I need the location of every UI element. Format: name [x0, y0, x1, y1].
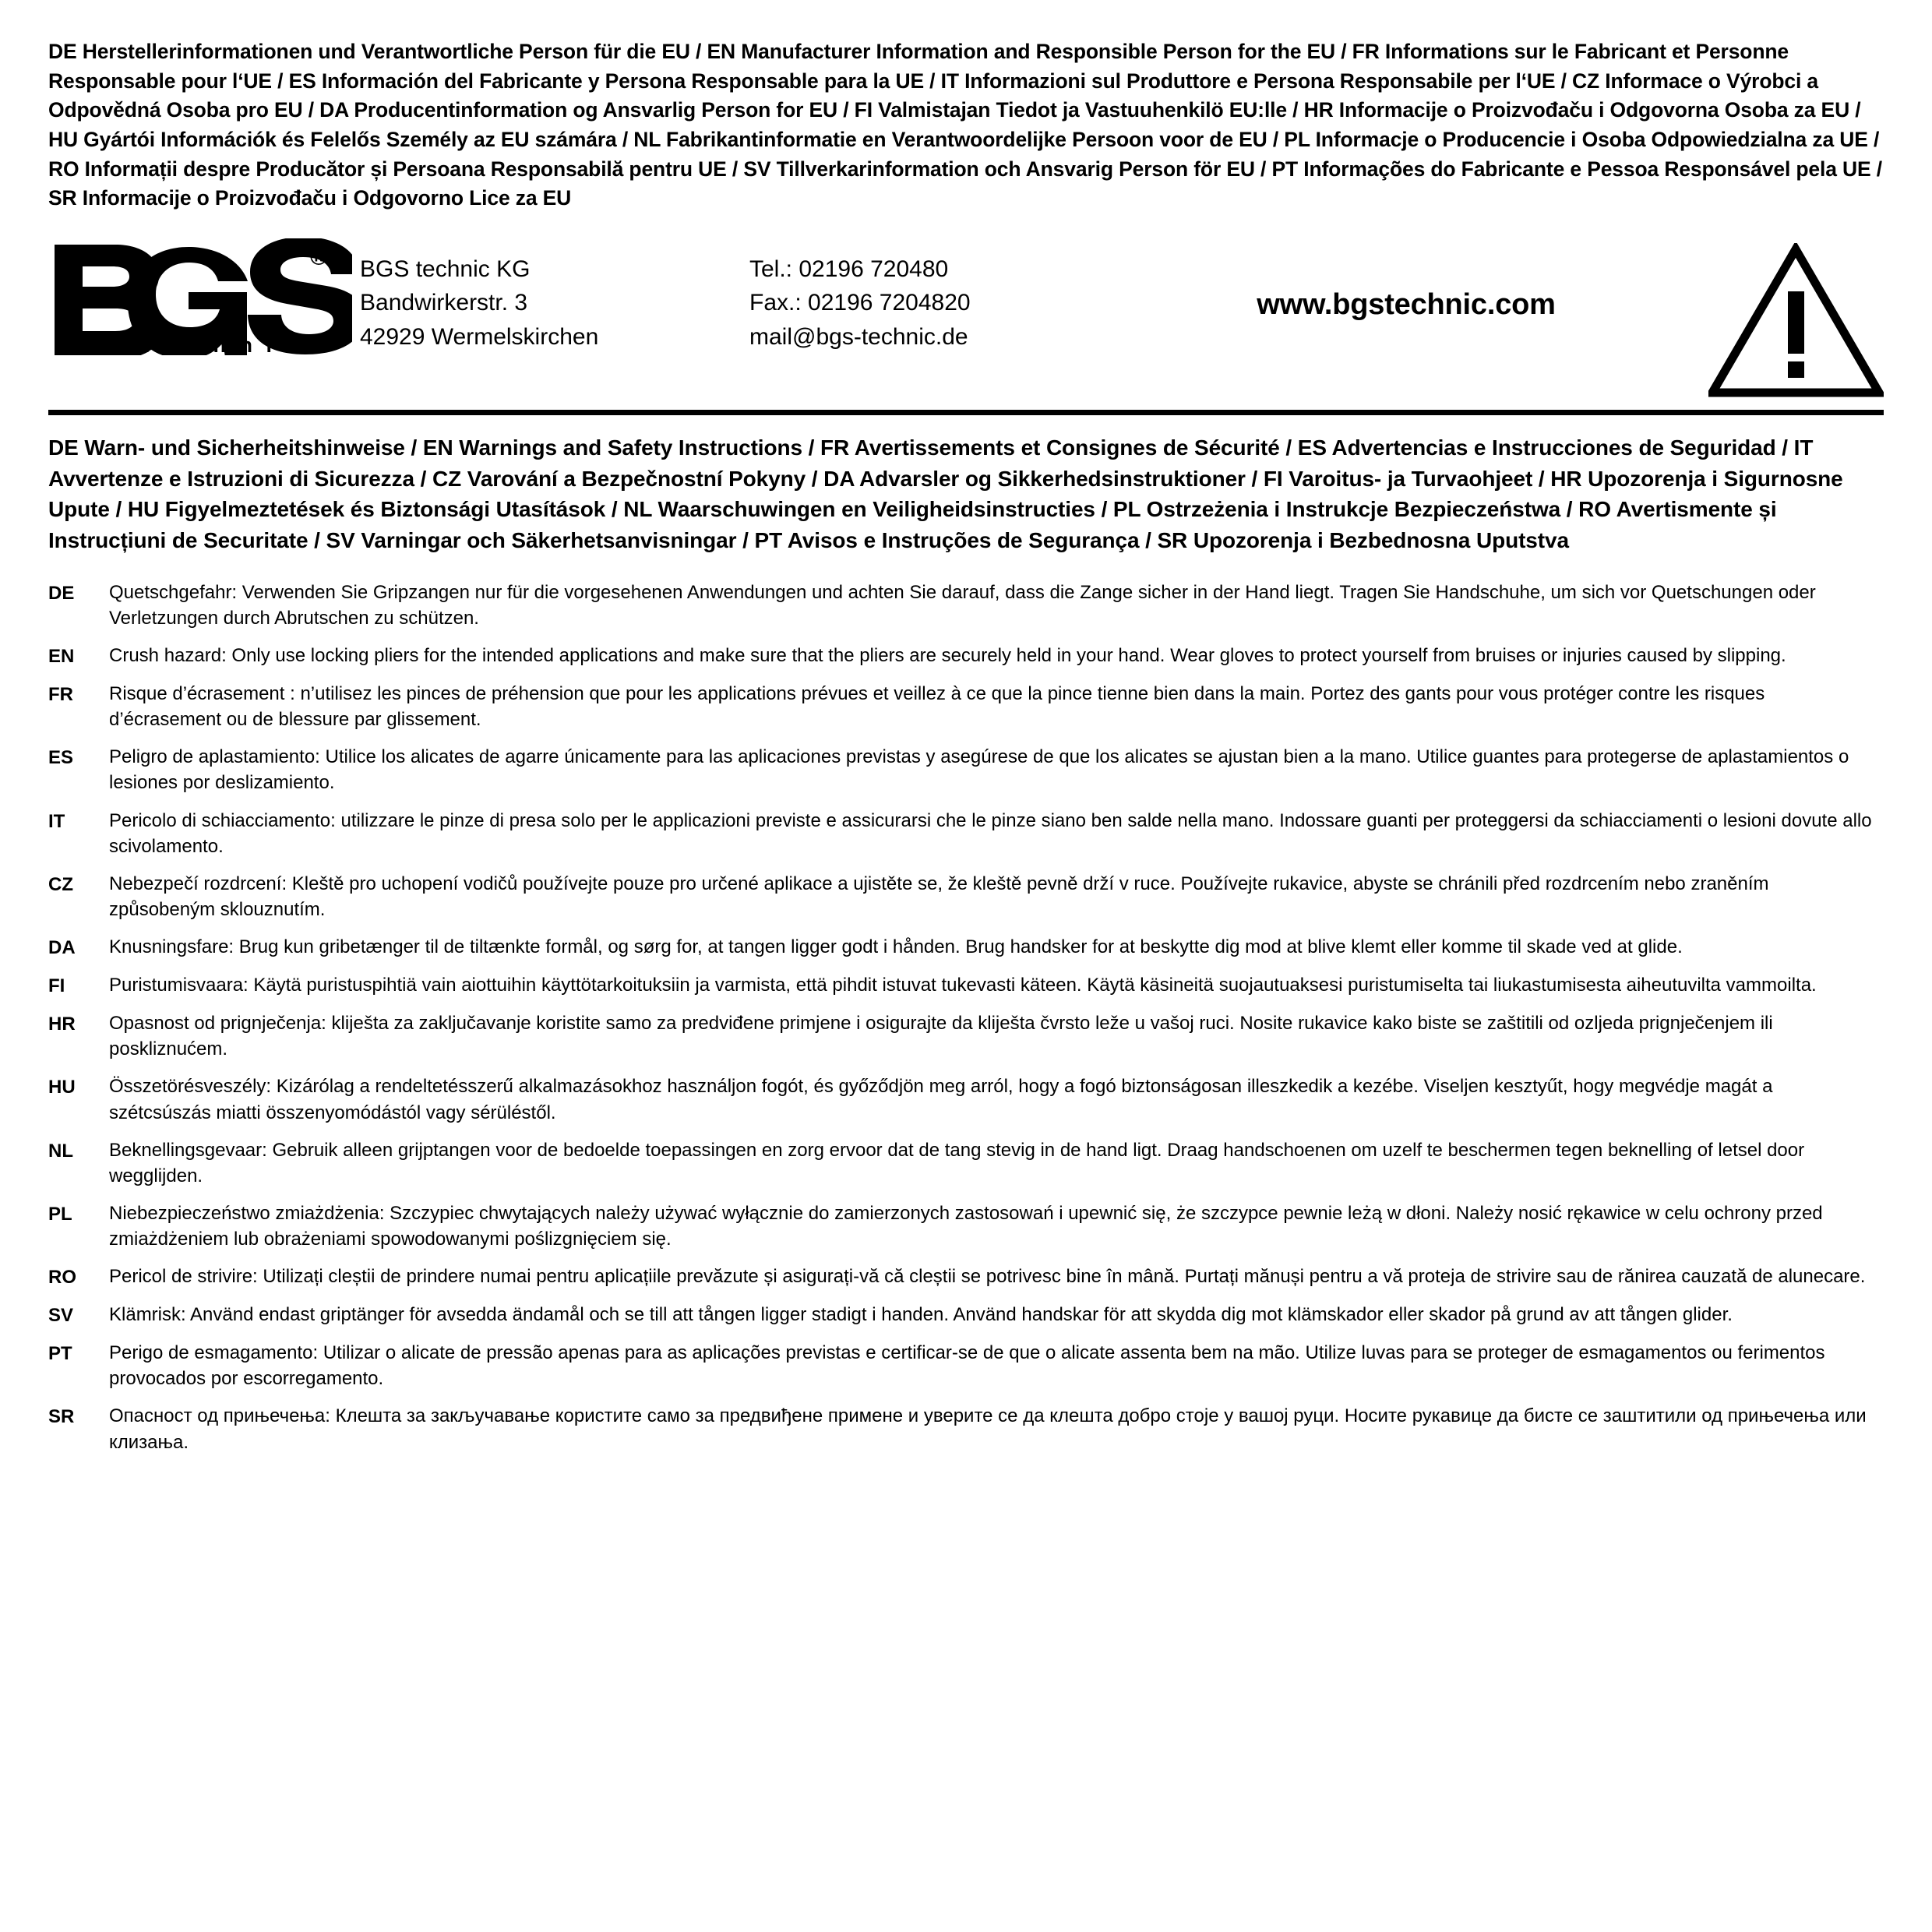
language-code: NL: [48, 1140, 73, 1162]
warning-text: Összetörésveszély: Kizárólag a rendeltetésszerű alkalmazásokhoz használjon fogót, és győződjön meg arról, hogy a fogó biztonságosan illeszkedik a kezébe. Viseljen kesztyűt, hogy megvédje magát a szétcsúszás miatti összenyomódástól vagy sérüléstől.: [109, 1076, 1773, 1123]
warning-text: Peligro de aplastamiento: Utilice los alicates de agarre únicamente para las aplicaciones previstas y asegúrese de que los alicates se ajustan bien a la mano. Utilice guantes para protegerse de aplastamientos o lesiones por deslizamiento.: [109, 746, 1849, 794]
warning-row-fi: [48, 972, 1884, 999]
warning-text: Klämrisk: Använd endast griptänger för avsedda ändamål och se till att tången ligger stadigt i handen. Använd handskar för att skydda dig mot klämskador eller skador på grund av att tången glider.: [109, 1304, 1733, 1326]
company-name: BGS technic KG: [360, 256, 531, 282]
language-code: CZ: [48, 873, 73, 895]
language-code: SV: [48, 1305, 74, 1327]
warning-text: Perigo de esmagamento: Utilizar o alicate de pressão apenas para as aplicações previstas e certificar-se de que o alicate assenta bem na mão. Utilize luvas para se proteger de esmagamentos ou ferimentos provocados por escorregamento.: [109, 1342, 1825, 1390]
svg-text:t e c h n i c: t e c h n i c: [142, 333, 301, 355]
language-code: IT: [48, 810, 65, 832]
warning-row-en: [48, 643, 1884, 669]
warning-triangle-icon: [1705, 234, 1884, 399]
warning-text: Beknellingsgevaar: Gebruik alleen grijptangen voor de bedoelde toepassingen en zorg ervoor dat de tang stevig in de hand ligt. Draag handschoenen om uzelf te beschermen tegen beknelling of letsel door wegglijden.: [109, 1139, 1805, 1186]
warning-row-pl: [48, 1200, 1884, 1252]
warning-row-ro: [48, 1264, 1884, 1290]
warning-row-nl: [48, 1137, 1884, 1189]
language-code: SR: [48, 1406, 75, 1428]
language-code: PL: [48, 1203, 72, 1225]
manufacturer-info-heading: DE Herstellerinformationen und Verantwortliche Person für die EU / EN Manufacturer Information and Responsible Person for the EU / FR Informations sur le Fabricant et Personne Responsable pour l‘UE / ES Información del Fabricante y Persona Responsable para la UE / IT Informazioni sul Produttore e Persona Responsabile per l‘UE / CZ Informace o Výrobci a Odpovědná Osoba pro EU / DA Producentinformation og Ansvarlig Person for EU / FI Valmistajan Tiedot ja Vastuuhenkilö EU:lle / HR Informacije o Proizvođaču i Odgovorna Osoba za EU / HU Gyártói Információk és Felelős Személy az EU számára / NL Fabrikantinformatie en Verantwoordelijke Persoon voor de EU / PL Informacje o Producencie i Osoba Odpowiedzialna za UE / RO Informații despre Producător și Persoana Responsabilă pentru UE / SV Tillverkarinformation och Ansvarig Person för EU / PT Informações do Fabricante e Pessoa Responsável pela UE / SR Informacije o Proizvođaču i Odgovorno Lice za EU: [48, 40, 1882, 210]
company-website: www.bgstechnic.com: [1257, 287, 1556, 321]
company-city: 42929 Wermelskirchen: [360, 323, 599, 350]
warning-text: Knusningsfare: Brug kun gribetænger til de tiltænkte formål, og sørg for, at tangen ligger godt i hånden. Brug handsker for at beskytte dig mod at blive klemt eller komme til skade ved at glide.: [109, 936, 1683, 957]
warning-row-it: [48, 808, 1884, 859]
warning-text: Опасност од прињечења: Клешта за закључавање користите само за предвиђене примене и уверите се да клешта добро стоје у вашој руци. Носите рукавице да бисте се заштитили од прињечења или клизања.: [109, 1405, 1867, 1453]
warning-text: Niebezpieczeństwo zmiażdżenia: Szczypiec chwytających należy używać wyłącznie do zamierzonych zastosowań i upewnić się, że szczypce pewnie leżą w dłoni. Należy nosić rękawice w celu ochrony przed zmiażdżeniem lub obrażeniami spowodowanymi poślizgnięciem się.: [109, 1202, 1823, 1250]
language-code: PT: [48, 1343, 72, 1365]
warning-text: Opasnost od prignječenja: kliješta za zaključavanje koristite samo za predviđene primjene i osigurajte da kliješta čvrsto leže u vašoj ruci. Nosite rukavice kako biste se zaštitili od ozljeda prignječenjem ili poskliznućem.: [109, 1013, 1773, 1060]
warning-text: Pericolo di schiacciamento: utilizzare le pinze di presa solo per le applicazioni previste e assicurarsi che le pinze siano ben salde nella mano. Indossare guanti per proteggersi da schiacciamenti o lesioni dovute allo scivolamento.: [109, 809, 1872, 857]
warnings-heading: DE Warn- und Sicherheitshinweise / EN Warnings and Safety Instructions / FR Avertissements et Consignes de Sécurité / ES Advertencias e Instrucciones de Seguridad / IT Avvertenze e Istruzioni di Sicurezza / CZ Varování a Bezpečnostní Pokyny / DA Advarsler og Sikkerhedsinstruktioner / FI Varoitus- ja Turvaohjeet / HR Upozorenja i Sigurnosne Upute / HU Figyelmeztetések és Biztonsági Utasítások / NL Waarschuwingen en Veiligheidsinstructies / PL Ostrzeżenia i Instrukcje Bezpieczeństwa / RO Avertismente și Instrucțiuni de Securitate / SV Varningar och Säkerhetsanvisningar / PT Avisos e Instruções de Segurança / SR Upozorenja i Bezbednosna Uputstva: [48, 435, 1843, 552]
warning-row-da: [48, 934, 1884, 961]
bgs-logo: [48, 234, 360, 355]
warning-text: Puristumisvaara: Käytä puristuspihtiä vain aiottuihin käyttötarkoituksiin ja varmista, että pihdit istuvat tukevasti käteen. Käytä käsineitä suojautuaksesi puristumiselta tai liukastumisesta aiheutuvilta vammoilta.: [109, 975, 1817, 996]
warning-text: Quetschgefahr: Verwenden Sie Gripzangen nur für die vorgesehenen Anwendungen und achten Sie darauf, dass die Zange sicher in der Hand liegt. Tragen Sie Handschuhe, um sich vor Quetschungen oder Verletzungen durch Abrutschen zu schützen.: [109, 581, 1816, 629]
company-tel: Tel.: 02196 720480: [749, 256, 949, 282]
warning-list: [48, 580, 1884, 1455]
language-code: ES: [48, 747, 74, 769]
company-email: mail@bgs-technic.de: [749, 323, 968, 350]
warning-row-es: [48, 744, 1884, 795]
language-code: FR: [48, 684, 73, 706]
language-code: HR: [48, 1014, 76, 1035]
warning-row-sr: [48, 1403, 1884, 1454]
svg-text:®: ®: [310, 244, 328, 270]
manufacturer-block: [48, 234, 1884, 415]
warning-row-sv: [48, 1302, 1884, 1328]
warning-row-fr: [48, 681, 1884, 732]
warning-row-cz: [48, 871, 1884, 922]
company-street: Bandwirkerstr. 3: [360, 290, 528, 316]
language-code: FI: [48, 975, 65, 997]
company-address: [360, 234, 749, 354]
language-code: DA: [48, 936, 76, 958]
warning-text: Nebezpečí rozdrcení: Kleště pro uchopení vodičů používejte pouze pro určené aplikace a ujistěte se, že kleště pevně drží v ruce. Používejte rukavice, abyste se chránili před rozdrcením nebo zraněním způsobeným sklouznutím.: [109, 873, 1769, 920]
language-code: EN: [48, 645, 75, 667]
language-code: HU: [48, 1077, 76, 1098]
language-code: DE: [48, 582, 75, 604]
company-fax: Fax.: 02196 7204820: [749, 290, 971, 316]
company-contact: [749, 234, 1108, 354]
warning-row-de: [48, 580, 1884, 631]
warning-text: Risque d’écrasement : n’utilisez les pinces de préhension que pour les applications prévues et veillez à ce que la pince tienne bien dans la main. Portez des gants pour vous protéger contre les risques d’écrasement ou de blessure par glissement.: [109, 683, 1765, 731]
warning-row-hr: [48, 1010, 1884, 1062]
warning-text: Crush hazard: Only use locking pliers for the intended applications and make sure that the pliers are securely held in your hand. Wear gloves to protect yourself from bruises or injuries caused by slipping.: [109, 644, 1786, 666]
warning-text: Pericol de strivire: Utilizați cleștii de prindere numai pentru aplicațiile prevăzute și asigurați-vă că cleștii se potrivesc bine în mână. Purtați mănuși pentru a vă proteja de strivire sau de rănirea cauzată de alunecare.: [109, 1266, 1866, 1288]
warning-row-pt: [48, 1340, 1884, 1391]
language-code: RO: [48, 1267, 76, 1289]
warning-row-hu: [48, 1074, 1884, 1125]
